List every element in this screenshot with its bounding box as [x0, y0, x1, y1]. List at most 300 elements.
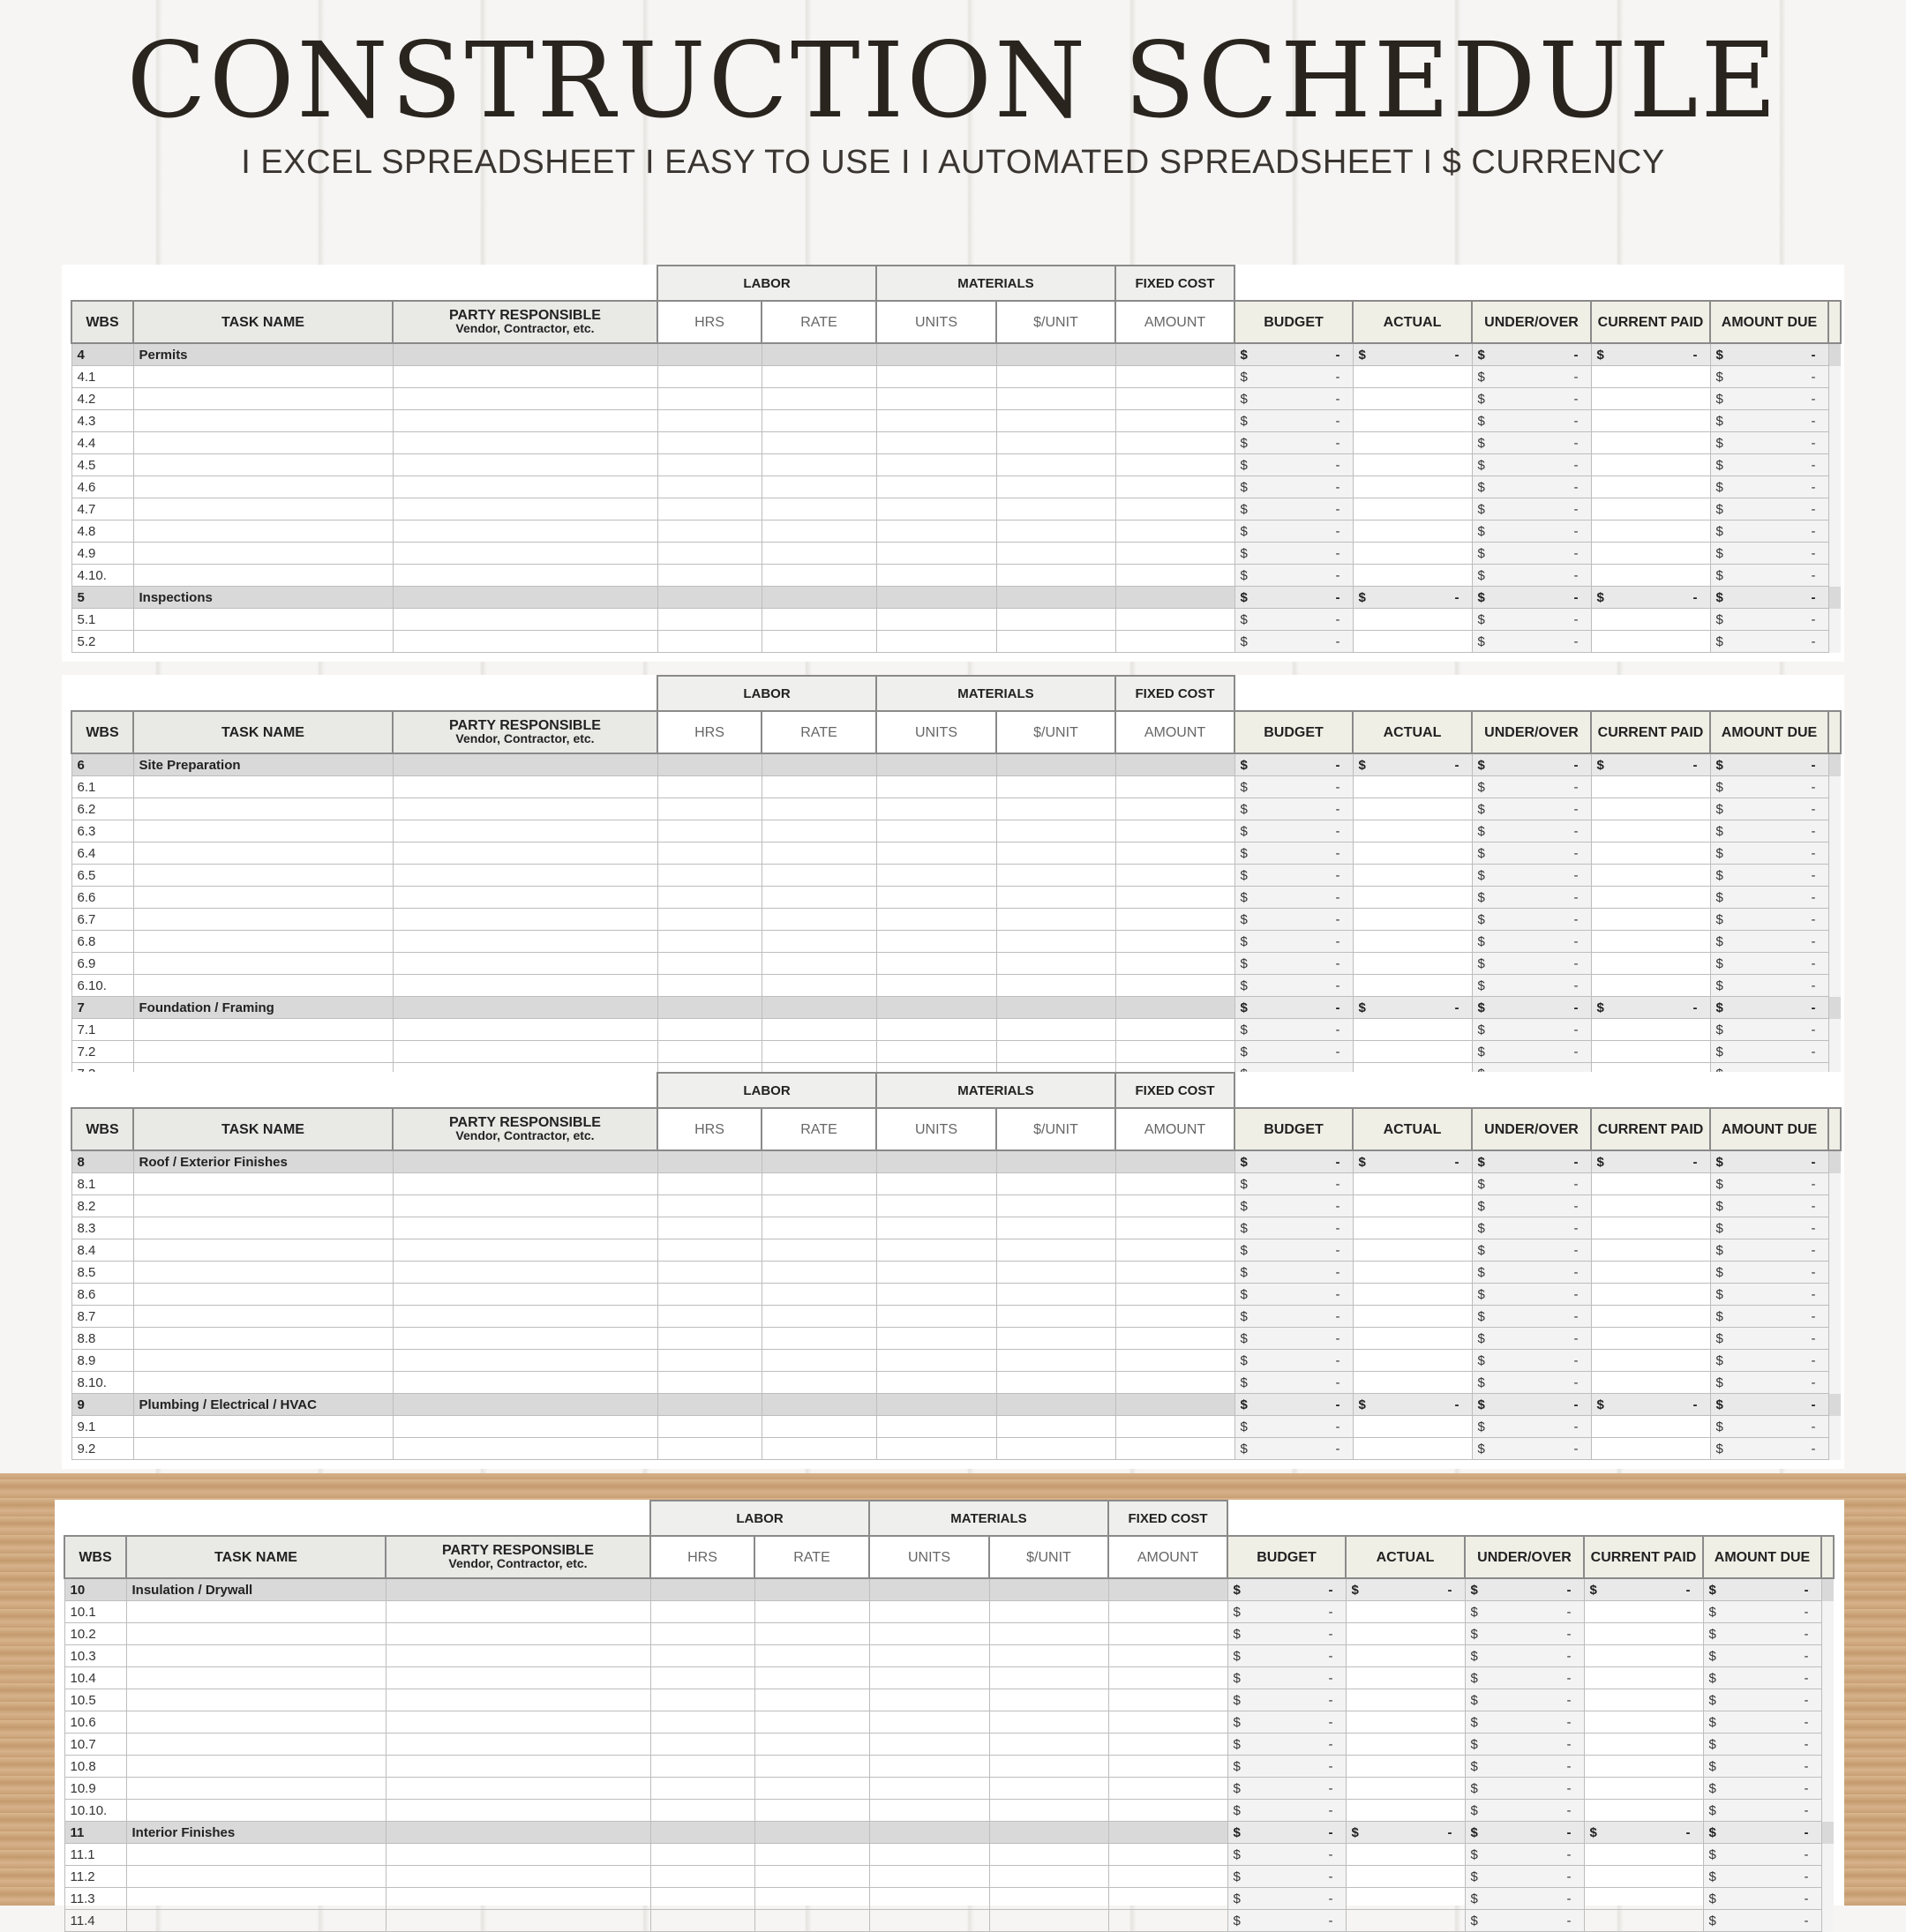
units-cell[interactable]	[869, 1601, 989, 1623]
wbs-cell[interactable]: 11.2	[64, 1866, 126, 1888]
per-unit-cell[interactable]	[996, 432, 1115, 454]
rate-cell[interactable]	[754, 1888, 869, 1910]
amount-due-cell[interactable]	[1710, 543, 1828, 565]
actual-cell[interactable]	[1346, 1734, 1465, 1756]
task-name-cell[interactable]	[126, 1756, 386, 1778]
column-header-units[interactable]: UNITS	[876, 301, 996, 343]
hrs-cell[interactable]	[657, 753, 762, 776]
wbs-cell[interactable]: 8.1	[71, 1173, 133, 1195]
current-paid-cell[interactable]	[1591, 798, 1710, 820]
budget-cell[interactable]	[1234, 887, 1353, 909]
amount-cell[interactable]	[1115, 1306, 1234, 1328]
amount-cell[interactable]	[1115, 776, 1234, 798]
units-cell[interactable]	[869, 1734, 989, 1756]
column-header-per-unit[interactable]: $/UNIT	[996, 711, 1115, 753]
wbs-cell[interactable]: 10.7	[64, 1734, 126, 1756]
party-cell[interactable]	[393, 498, 657, 520]
budget-cell[interactable]	[1234, 1217, 1353, 1239]
party-cell[interactable]	[393, 820, 657, 842]
rate-cell[interactable]	[762, 1195, 876, 1217]
task-name-cell[interactable]	[133, 1195, 393, 1217]
amount-cell[interactable]	[1115, 820, 1234, 842]
units-cell[interactable]	[869, 1645, 989, 1667]
amount-due-cell[interactable]	[1710, 975, 1828, 997]
rate-cell[interactable]	[762, 366, 876, 388]
party-cell[interactable]	[393, 410, 657, 432]
units-cell[interactable]	[876, 931, 996, 953]
task-name-cell[interactable]	[133, 1217, 393, 1239]
wbs-cell[interactable]: 4	[71, 343, 133, 366]
current-paid-cell[interactable]	[1591, 953, 1710, 975]
current-paid-cell[interactable]	[1584, 1844, 1703, 1866]
current-paid-cell[interactable]	[1591, 1041, 1710, 1063]
party-cell[interactable]	[393, 1173, 657, 1195]
actual-cell[interactable]	[1346, 1800, 1465, 1822]
wbs-cell[interactable]: 10.9	[64, 1778, 126, 1800]
per-unit-cell[interactable]	[989, 1689, 1108, 1711]
per-unit-cell[interactable]	[989, 1601, 1108, 1623]
under-over-cell[interactable]	[1465, 1667, 1584, 1689]
hrs-cell[interactable]	[657, 1195, 762, 1217]
per-unit-cell[interactable]	[996, 388, 1115, 410]
current-paid-cell[interactable]	[1584, 1623, 1703, 1645]
column-header-rate[interactable]: RATE	[754, 1536, 869, 1578]
under-over-cell[interactable]	[1472, 1372, 1591, 1394]
under-over-cell[interactable]	[1472, 820, 1591, 842]
under-over-cell[interactable]	[1465, 1689, 1584, 1711]
hrs-cell[interactable]	[657, 1350, 762, 1372]
current-paid-cell[interactable]	[1591, 366, 1710, 388]
wbs-cell[interactable]: 8.3	[71, 1217, 133, 1239]
current-paid-cell[interactable]	[1591, 1350, 1710, 1372]
hrs-cell[interactable]	[657, 975, 762, 997]
budget-cell[interactable]	[1234, 388, 1353, 410]
amount-due-cell[interactable]	[1710, 1041, 1828, 1063]
amount-cell[interactable]	[1115, 1150, 1234, 1173]
wbs-cell[interactable]: 10	[64, 1578, 126, 1601]
party-cell[interactable]	[393, 953, 657, 975]
task-name-cell[interactable]	[133, 476, 393, 498]
rate-cell[interactable]	[754, 1910, 869, 1932]
budget-cell[interactable]	[1234, 1284, 1353, 1306]
actual-cell[interactable]	[1353, 798, 1472, 820]
task-name-cell[interactable]	[133, 565, 393, 587]
amount-cell[interactable]	[1115, 1350, 1234, 1372]
amount-cell[interactable]	[1115, 1041, 1234, 1063]
rate-cell[interactable]	[762, 1217, 876, 1239]
amount-due-cell[interactable]	[1710, 909, 1828, 931]
under-over-cell[interactable]	[1472, 1019, 1591, 1041]
budget-cell[interactable]	[1234, 1173, 1353, 1195]
column-header-budget[interactable]: BUDGET	[1227, 1536, 1346, 1578]
current-paid-cell[interactable]	[1591, 1306, 1710, 1328]
column-header-under-over[interactable]: UNDER/OVER	[1472, 1108, 1591, 1150]
rate-cell[interactable]	[762, 1262, 876, 1284]
wbs-cell[interactable]: 9	[71, 1394, 133, 1416]
party-cell[interactable]	[386, 1689, 650, 1711]
current-paid-cell[interactable]	[1584, 1711, 1703, 1734]
under-over-cell[interactable]	[1472, 1195, 1591, 1217]
column-header-current-paid[interactable]: CURRENT PAID	[1591, 711, 1710, 753]
per-unit-cell[interactable]	[996, 1306, 1115, 1328]
units-cell[interactable]	[869, 1822, 989, 1844]
actual-cell[interactable]	[1353, 1328, 1472, 1350]
under-over-cell[interactable]	[1472, 543, 1591, 565]
under-over-cell[interactable]	[1472, 388, 1591, 410]
per-unit-cell[interactable]	[996, 1372, 1115, 1394]
hrs-cell[interactable]	[657, 609, 762, 631]
wbs-cell[interactable]: 11.3	[64, 1888, 126, 1910]
actual-cell[interactable]	[1353, 565, 1472, 587]
rate-cell[interactable]	[762, 520, 876, 543]
actual-cell[interactable]	[1353, 1284, 1472, 1306]
hrs-cell[interactable]	[657, 776, 762, 798]
hrs-cell[interactable]	[657, 1150, 762, 1173]
wbs-cell[interactable]: 10.3	[64, 1645, 126, 1667]
budget-cell[interactable]	[1227, 1623, 1346, 1645]
column-header-amount-due[interactable]: AMOUNT DUE	[1703, 1536, 1821, 1578]
under-over-cell[interactable]	[1472, 1306, 1591, 1328]
rate-cell[interactable]	[762, 909, 876, 931]
hrs-cell[interactable]	[650, 1689, 754, 1711]
wbs-cell[interactable]: 4.1	[71, 366, 133, 388]
party-cell[interactable]	[393, 1372, 657, 1394]
column-header-budget[interactable]: BUDGET	[1234, 301, 1353, 343]
column-header-units[interactable]: UNITS	[876, 711, 996, 753]
budget-cell[interactable]	[1227, 1910, 1346, 1932]
amount-cell[interactable]	[1115, 476, 1234, 498]
amount-due-cell[interactable]	[1710, 366, 1828, 388]
current-paid-cell[interactable]	[1591, 609, 1710, 631]
amount-cell[interactable]	[1115, 865, 1234, 887]
under-over-cell[interactable]	[1472, 498, 1591, 520]
per-unit-cell[interactable]	[996, 753, 1115, 776]
column-header-under-over[interactable]: UNDER/OVER	[1472, 301, 1591, 343]
party-cell[interactable]	[386, 1866, 650, 1888]
amount-due-cell[interactable]	[1703, 1756, 1821, 1778]
party-cell[interactable]	[393, 1019, 657, 1041]
current-paid-cell[interactable]	[1591, 820, 1710, 842]
rate-cell[interactable]	[762, 820, 876, 842]
under-over-cell[interactable]	[1465, 1734, 1584, 1756]
column-header-current-paid[interactable]: CURRENT PAID	[1591, 301, 1710, 343]
current-paid-cell[interactable]	[1591, 543, 1710, 565]
amount-cell[interactable]	[1108, 1689, 1227, 1711]
per-unit-cell[interactable]	[996, 1195, 1115, 1217]
column-header-party-responsible[interactable]	[393, 1108, 657, 1150]
task-name-cell[interactable]	[126, 1623, 386, 1645]
per-unit-cell[interactable]	[996, 1328, 1115, 1350]
column-header-wbs[interactable]: WBS	[64, 1536, 126, 1578]
amount-due-cell[interactable]	[1710, 931, 1828, 953]
amount-due-cell[interactable]	[1710, 776, 1828, 798]
units-cell[interactable]	[869, 1578, 989, 1601]
amount-cell[interactable]	[1115, 388, 1234, 410]
actual-cell[interactable]	[1353, 1438, 1472, 1460]
actual-cell[interactable]	[1353, 909, 1472, 931]
amount-cell[interactable]	[1115, 842, 1234, 865]
units-cell[interactable]	[869, 1711, 989, 1734]
party-cell[interactable]	[386, 1578, 650, 1601]
actual-cell[interactable]	[1353, 587, 1472, 609]
units-cell[interactable]	[876, 366, 996, 388]
budget-cell[interactable]	[1234, 931, 1353, 953]
column-header-current-paid[interactable]: CURRENT PAID	[1584, 1536, 1703, 1578]
per-unit-cell[interactable]	[996, 631, 1115, 653]
party-cell[interactable]	[393, 975, 657, 997]
party-cell[interactable]	[393, 1239, 657, 1262]
budget-cell[interactable]	[1227, 1756, 1346, 1778]
per-unit-cell[interactable]	[989, 1778, 1108, 1800]
wbs-cell[interactable]: 7.1	[71, 1019, 133, 1041]
units-cell[interactable]	[876, 798, 996, 820]
budget-cell[interactable]	[1234, 1262, 1353, 1284]
current-paid-cell[interactable]	[1591, 887, 1710, 909]
party-cell[interactable]	[393, 1306, 657, 1328]
under-over-cell[interactable]	[1472, 565, 1591, 587]
units-cell[interactable]	[876, 1195, 996, 1217]
budget-cell[interactable]	[1234, 498, 1353, 520]
hrs-cell[interactable]	[650, 1778, 754, 1800]
under-over-cell[interactable]	[1465, 1822, 1584, 1844]
party-cell[interactable]	[393, 842, 657, 865]
current-paid-cell[interactable]	[1584, 1800, 1703, 1822]
party-cell[interactable]	[393, 388, 657, 410]
amount-cell[interactable]	[1115, 909, 1234, 931]
amount-cell[interactable]	[1115, 753, 1234, 776]
task-name-cell[interactable]	[126, 1866, 386, 1888]
amount-cell[interactable]	[1108, 1711, 1227, 1734]
amount-cell[interactable]	[1108, 1910, 1227, 1932]
actual-cell[interactable]	[1353, 1416, 1472, 1438]
column-header-actual[interactable]: ACTUAL	[1353, 301, 1472, 343]
rate-cell[interactable]	[762, 565, 876, 587]
task-name-cell[interactable]	[133, 842, 393, 865]
column-header-units[interactable]: UNITS	[876, 1108, 996, 1150]
under-over-cell[interactable]	[1472, 975, 1591, 997]
column-header-amount[interactable]: AMOUNT	[1115, 711, 1234, 753]
hrs-cell[interactable]	[657, 1239, 762, 1262]
budget-cell[interactable]	[1234, 1438, 1353, 1460]
under-over-cell[interactable]	[1472, 1239, 1591, 1262]
amount-cell[interactable]	[1115, 798, 1234, 820]
per-unit-cell[interactable]	[996, 865, 1115, 887]
party-cell[interactable]	[393, 366, 657, 388]
amount-cell[interactable]	[1115, 1019, 1234, 1041]
current-paid-cell[interactable]	[1591, 1284, 1710, 1306]
current-paid-cell[interactable]	[1591, 565, 1710, 587]
current-paid-cell[interactable]	[1584, 1866, 1703, 1888]
per-unit-cell[interactable]	[996, 1239, 1115, 1262]
party-cell[interactable]	[393, 520, 657, 543]
amount-due-cell[interactable]	[1710, 1372, 1828, 1394]
under-over-cell[interactable]	[1472, 909, 1591, 931]
budget-cell[interactable]	[1234, 1394, 1353, 1416]
column-header-rate[interactable]: RATE	[762, 1108, 876, 1150]
amount-due-cell[interactable]	[1710, 753, 1828, 776]
hrs-cell[interactable]	[657, 388, 762, 410]
party-cell[interactable]	[393, 1262, 657, 1284]
wbs-cell[interactable]: 5.2	[71, 631, 133, 653]
column-header-units[interactable]: UNITS	[869, 1536, 989, 1578]
units-cell[interactable]	[869, 1800, 989, 1822]
amount-due-cell[interactable]	[1710, 631, 1828, 653]
rate-cell[interactable]	[754, 1645, 869, 1667]
rate-cell[interactable]	[762, 865, 876, 887]
wbs-cell[interactable]: 8.8	[71, 1328, 133, 1350]
under-over-cell[interactable]	[1465, 1844, 1584, 1866]
amount-due-cell[interactable]	[1710, 1350, 1828, 1372]
amount-cell[interactable]	[1115, 432, 1234, 454]
under-over-cell[interactable]	[1472, 609, 1591, 631]
actual-cell[interactable]	[1346, 1844, 1465, 1866]
under-over-cell[interactable]	[1465, 1910, 1584, 1932]
amount-due-cell[interactable]	[1703, 1689, 1821, 1711]
party-cell[interactable]	[393, 1350, 657, 1372]
current-paid-cell[interactable]	[1584, 1689, 1703, 1711]
current-paid-cell[interactable]	[1591, 1328, 1710, 1350]
amount-due-cell[interactable]	[1703, 1734, 1821, 1756]
column-header-amount[interactable]: AMOUNT	[1115, 1108, 1234, 1150]
task-name-cell[interactable]	[133, 953, 393, 975]
current-paid-cell[interactable]	[1584, 1578, 1703, 1601]
amount-due-cell[interactable]	[1703, 1645, 1821, 1667]
amount-due-cell[interactable]	[1710, 388, 1828, 410]
party-cell[interactable]	[393, 909, 657, 931]
amount-cell[interactable]	[1115, 587, 1234, 609]
wbs-cell[interactable]: 10.6	[64, 1711, 126, 1734]
actual-cell[interactable]	[1353, 975, 1472, 997]
amount-cell[interactable]	[1108, 1601, 1227, 1623]
hrs-cell[interactable]	[650, 1734, 754, 1756]
budget-cell[interactable]	[1234, 1150, 1353, 1173]
actual-cell[interactable]	[1346, 1578, 1465, 1601]
hrs-cell[interactable]	[657, 543, 762, 565]
party-cell[interactable]	[393, 476, 657, 498]
hrs-cell[interactable]	[657, 887, 762, 909]
wbs-cell[interactable]: 11.4	[64, 1910, 126, 1932]
task-name-cell[interactable]	[133, 1019, 393, 1041]
task-name-cell[interactable]: Inspections	[133, 587, 393, 609]
current-paid-cell[interactable]	[1591, 520, 1710, 543]
rate-cell[interactable]	[762, 631, 876, 653]
budget-cell[interactable]	[1234, 476, 1353, 498]
budget-cell[interactable]	[1227, 1778, 1346, 1800]
task-name-cell[interactable]: Roof / Exterior Finishes	[133, 1150, 393, 1173]
units-cell[interactable]	[876, 1262, 996, 1284]
wbs-cell[interactable]: 6.1	[71, 776, 133, 798]
budget-cell[interactable]	[1234, 776, 1353, 798]
hrs-cell[interactable]	[657, 1372, 762, 1394]
budget-cell[interactable]	[1227, 1578, 1346, 1601]
units-cell[interactable]	[876, 543, 996, 565]
task-name-cell[interactable]	[133, 975, 393, 997]
current-paid-cell[interactable]	[1591, 587, 1710, 609]
current-paid-cell[interactable]	[1591, 1438, 1710, 1460]
amount-due-cell[interactable]	[1703, 1601, 1821, 1623]
party-cell[interactable]	[386, 1778, 650, 1800]
amount-cell[interactable]	[1108, 1578, 1227, 1601]
wbs-cell[interactable]: 11.1	[64, 1844, 126, 1866]
wbs-cell[interactable]: 7	[71, 997, 133, 1019]
task-name-cell[interactable]	[133, 1041, 393, 1063]
actual-cell[interactable]	[1346, 1888, 1465, 1910]
budget-cell[interactable]	[1227, 1800, 1346, 1822]
wbs-cell[interactable]: 8.9	[71, 1350, 133, 1372]
hrs-cell[interactable]	[657, 520, 762, 543]
per-unit-cell[interactable]	[996, 931, 1115, 953]
budget-cell[interactable]	[1234, 1372, 1353, 1394]
wbs-cell[interactable]: 10.2	[64, 1623, 126, 1645]
units-cell[interactable]	[876, 1350, 996, 1372]
units-cell[interactable]	[869, 1623, 989, 1645]
actual-cell[interactable]	[1346, 1623, 1465, 1645]
current-paid-cell[interactable]	[1591, 997, 1710, 1019]
rate-cell[interactable]	[762, 1372, 876, 1394]
wbs-cell[interactable]: 8.10.	[71, 1372, 133, 1394]
current-paid-cell[interactable]	[1591, 1217, 1710, 1239]
task-name-cell[interactable]	[133, 887, 393, 909]
hrs-cell[interactable]	[657, 587, 762, 609]
actual-cell[interactable]	[1353, 454, 1472, 476]
hrs-cell[interactable]	[657, 1217, 762, 1239]
rate-cell[interactable]	[754, 1689, 869, 1711]
column-header-task-name[interactable]: TASK NAME	[133, 301, 393, 343]
task-name-cell[interactable]	[133, 865, 393, 887]
budget-cell[interactable]	[1234, 366, 1353, 388]
hrs-cell[interactable]	[650, 1756, 754, 1778]
actual-cell[interactable]	[1353, 1239, 1472, 1262]
amount-due-cell[interactable]	[1703, 1623, 1821, 1645]
wbs-cell[interactable]: 4.10.	[71, 565, 133, 587]
party-cell[interactable]	[393, 343, 657, 366]
hrs-cell[interactable]	[657, 1416, 762, 1438]
task-name-cell[interactable]	[133, 820, 393, 842]
amount-cell[interactable]	[1115, 366, 1234, 388]
current-paid-cell[interactable]	[1584, 1778, 1703, 1800]
task-name-cell[interactable]	[126, 1778, 386, 1800]
amount-cell[interactable]	[1115, 631, 1234, 653]
actual-cell[interactable]	[1353, 753, 1472, 776]
amount-due-cell[interactable]	[1710, 1306, 1828, 1328]
task-name-cell[interactable]	[133, 1262, 393, 1284]
under-over-cell[interactable]	[1472, 997, 1591, 1019]
rate-cell[interactable]	[762, 476, 876, 498]
actual-cell[interactable]	[1346, 1667, 1465, 1689]
per-unit-cell[interactable]	[996, 366, 1115, 388]
units-cell[interactable]	[876, 1173, 996, 1195]
column-header-hrs[interactable]: HRS	[657, 301, 762, 343]
party-cell[interactable]	[393, 1195, 657, 1217]
actual-cell[interactable]	[1353, 388, 1472, 410]
per-unit-cell[interactable]	[996, 587, 1115, 609]
rate-cell[interactable]	[762, 997, 876, 1019]
amount-due-cell[interactable]	[1710, 820, 1828, 842]
wbs-cell[interactable]: 6	[71, 753, 133, 776]
budget-cell[interactable]	[1234, 1041, 1353, 1063]
under-over-cell[interactable]	[1472, 753, 1591, 776]
rate-cell[interactable]	[762, 887, 876, 909]
amount-due-cell[interactable]	[1710, 1262, 1828, 1284]
hrs-cell[interactable]	[657, 432, 762, 454]
task-name-cell[interactable]	[133, 1328, 393, 1350]
party-cell[interactable]	[386, 1711, 650, 1734]
amount-cell[interactable]	[1108, 1667, 1227, 1689]
current-paid-cell[interactable]	[1591, 1262, 1710, 1284]
column-header-amount[interactable]: AMOUNT	[1115, 301, 1234, 343]
rate-cell[interactable]	[762, 388, 876, 410]
current-paid-cell[interactable]	[1591, 1195, 1710, 1217]
